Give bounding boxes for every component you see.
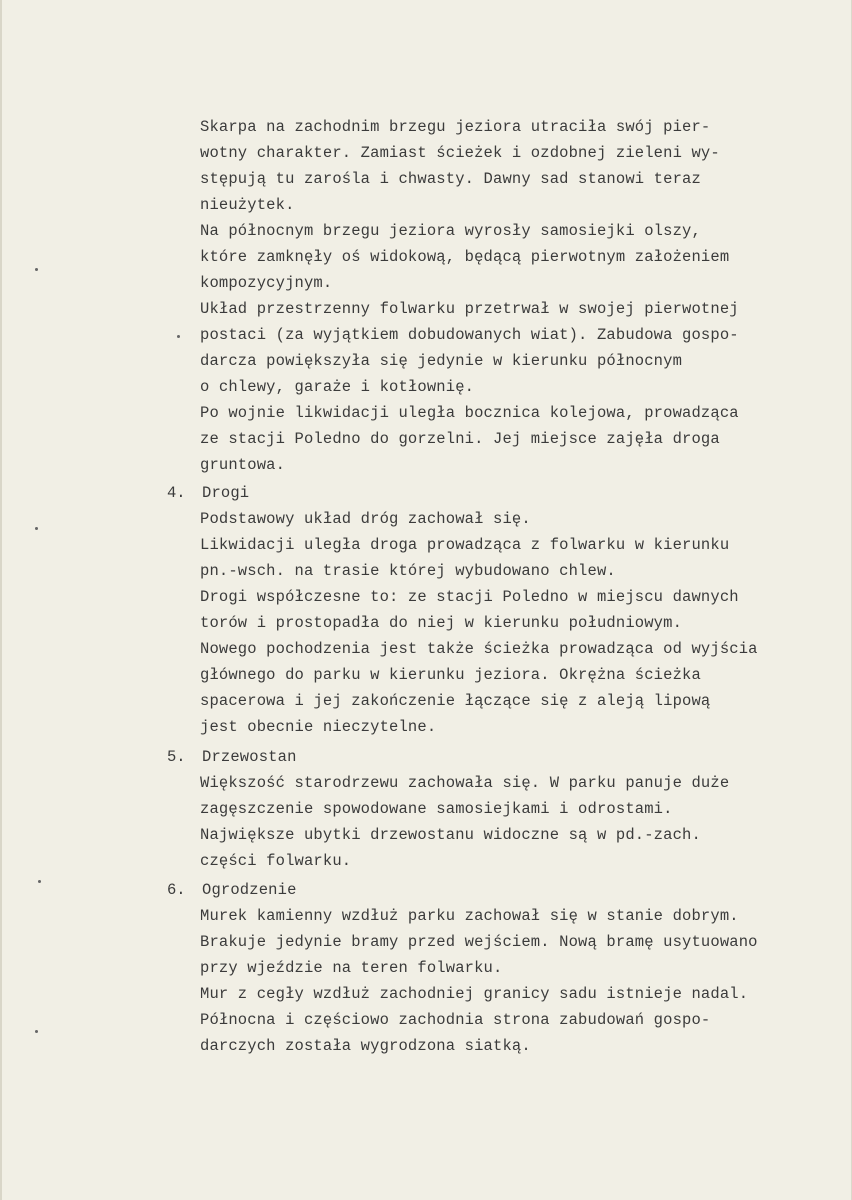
section-line: Mur z cegły wzdłuż zachodniej granicy sadu istnieje nadal.	[200, 985, 749, 1003]
intro-line: Na północnym brzegu jeziora wyrosły samosiejki olszy,	[200, 222, 701, 240]
intro-line: Układ przestrzenny folwarku przetrwał w swojej pierwotnej	[200, 300, 739, 318]
section-line: pn.-wsch. na trasie której wybudowano chlew.	[200, 562, 616, 580]
intro-line: stępują tu zarośla i chwasty. Dawny sad stanowi teraz	[200, 170, 701, 188]
section-title: Ogrodzenie	[202, 881, 297, 899]
intro-line: wotny charakter. Zamiast ścieżek i ozdobnej zieleni wy-	[200, 144, 720, 162]
intro-line: gruntowa.	[200, 456, 286, 474]
section-line: torów i prostopadła do niej w kierunku południowym.	[200, 614, 683, 632]
section-line: przy wjeździe na teren folwarku.	[200, 959, 503, 977]
section-title: Drzewostan	[202, 748, 297, 766]
section-line: głównego do parku w kierunku jeziora. Okrężna ścieżka	[200, 666, 701, 684]
section-line: Likwidacji uległa droga prowadząca z folwarku w kierunku	[200, 536, 730, 554]
section-line: Nowego pochodzenia jest także ścieżka prowadząca od wyjścia	[200, 640, 758, 658]
section-line: Murek kamienny wzdłuż parku zachował się w stanie dobrym.	[200, 907, 739, 925]
intro-line: o chlewy, garaże i kotłownię.	[200, 378, 475, 396]
section-line: części folwarku.	[200, 852, 352, 870]
section-line: spacerowa i jej zakończenie łączące się z aleją lipową	[200, 692, 711, 710]
margin-speck	[35, 268, 38, 271]
intro-line: darcza powiększyła się jedynie w kierunku północnym	[200, 352, 683, 370]
section-number: 5.	[167, 748, 186, 766]
margin-speck	[35, 1030, 38, 1033]
section-line: jest obecnie nieczytelne.	[200, 718, 437, 736]
intro-line: nieużytek.	[200, 196, 295, 214]
section-line: zagęszczenie spowodowane samosiejkami i odrostami.	[200, 800, 673, 818]
section-number: 4.	[167, 484, 186, 502]
section-number: 6.	[167, 881, 186, 899]
margin-speck	[177, 335, 180, 338]
intro-line: postaci (za wyjątkiem dobudowanych wiat). Zabudowa gospo-	[200, 326, 739, 344]
intro-line: ze stacji Poledno do gorzelni. Jej miejsce zajęła droga	[200, 430, 720, 448]
intro-line: kompozycyjnym.	[200, 274, 333, 292]
margin-speck	[35, 527, 38, 530]
section-line: Drogi współczesne to: ze stacji Poledno w miejscu dawnych	[200, 588, 739, 606]
section-line: Brakuje jedynie bramy przed wejściem. Nową bramę usytuowano	[200, 933, 758, 951]
section-line: Największe ubytki drzewostanu widoczne są w pd.-zach.	[200, 826, 701, 844]
section-line: Większość starodrzewu zachowała się. W parku panuje duże	[200, 774, 730, 792]
section-title: Drogi	[202, 484, 250, 502]
section-line: Podstawowy układ dróg zachował się.	[200, 510, 531, 528]
intro-line: Po wojnie likwidacji uległa bocznica kolejowa, prowadząca	[200, 404, 739, 422]
section-line: Północna i częściowo zachodnia strona zabudowań gospo-	[200, 1011, 711, 1029]
section-line: darczych została wygrodzona siatką.	[200, 1037, 531, 1055]
intro-line: Skarpa na zachodnim brzegu jeziora utraciła swój pier-	[200, 118, 711, 136]
intro-line: które zamknęły oś widokową, będącą pierwotnym założeniem	[200, 248, 730, 266]
margin-speck	[38, 880, 41, 883]
